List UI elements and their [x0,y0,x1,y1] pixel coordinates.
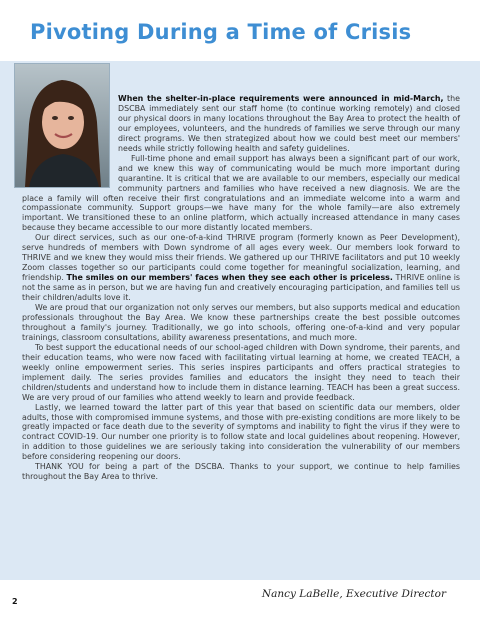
page-title: Pivoting During a Time of Crisis [30,20,412,44]
paragraph-2: Full-time phone and email support has always been a significant part of our work, and we knew this way of communicating would be much more important during quarantine. It is critical that we are available to our members, especially our medical community partners and families who have received a new diagnosis. We are the place a family will often receive their first congratulations and an immediate welcome into a warm and compassionate community. Support groups—we have many for the whole family—are also extremely important. We transitioned these to an online platform, which actually increased attendance in many cases because they became accessible to our more distantly located members. [22,153,460,233]
paragraph-5: To best support the educational needs of our school-aged children with Down syndrome, their parents, and their education teams, who were now faced with facilitating virtual learning at home, we created TEACH, a weekly online empowerment series. This series inspires participants and offers practical strategies to implement daily. The series provides families and educators the insight they need to teach their children/students and understand how to include them in distance learning. TEACH has been a great success. We are very proud of our families who attend weekly to learn and provide feedback. [22,342,460,402]
highlight-quote: The smiles on our members' faces when they see each other is priceless. [66,273,393,283]
page-number: 2 [12,597,18,606]
photo-spacer [22,94,118,184]
paragraph-3 [22,233,460,303]
article-body [22,94,460,482]
signature: Nancy LaBelle, Executive Director [261,588,446,600]
lead-in: When the shelter-in-place requirements were announced in mid-March, [118,94,444,103]
paragraph-3-start: Our direct services, such as our one-of-a-kind THRIVE program (formerly known as Peer Development), serve hundreds of members with Down syndrome of all ages every week. Our members look forward to THRIVE and we knew they would miss their friends. We gathered up our THRIVE facilitators and put 10 weekly Zoom classes together so our participants could come together for meaningful socialization, learning, and friendship. [22,233,460,283]
paragraph-7: THANK YOU for being a part of the DSCBA. Thanks to your support, we continue to help families throughout the Bay Area to thrive. [22,462,460,482]
paragraph-1-text: the DSCBA immediately sent our staff home (to continue working remotely) and closed our physical doors in many locations throughout the Bay Area to protect the health of our employees, volunteers, and the hundreds of families we serve through our many direct programs. We then strategized about how we could best meet our members' needs while strictly following health and safety guidelines. [118,94,460,153]
paragraph-3-end: THRIVE online is not the same as in person, but we are having fun and creatively encouraging participation, and families tell us their children/adults love it. [22,273,461,303]
paragraph-4: We are proud that our organization not only serves our members, but also supports medical and education professionals throughout the Bay Area. We know these partnerships create the best possible outcomes throughout a family's journey. Traditionally, we go into schools, offering one-of-a-kind and very popular trainings, classroom consultations, ability awareness presentations, and much more. [22,303,460,342]
paragraph-6: Lastly, we learned toward the latter part of this year that based on scientific data our members, older adults, those with compromised immune systems, and those with pre-existing conditions are more likely to be greatly impacted or face death due to the severity of symptoms and inability to fight the virus if they were to contract COVID-19. Our number one priority is to follow state and local guidelines about reopening. However, in addition to those guidelines we are seriously taking into consideration the vulnerability of our members before considering reopening our doors. [22,402,460,462]
